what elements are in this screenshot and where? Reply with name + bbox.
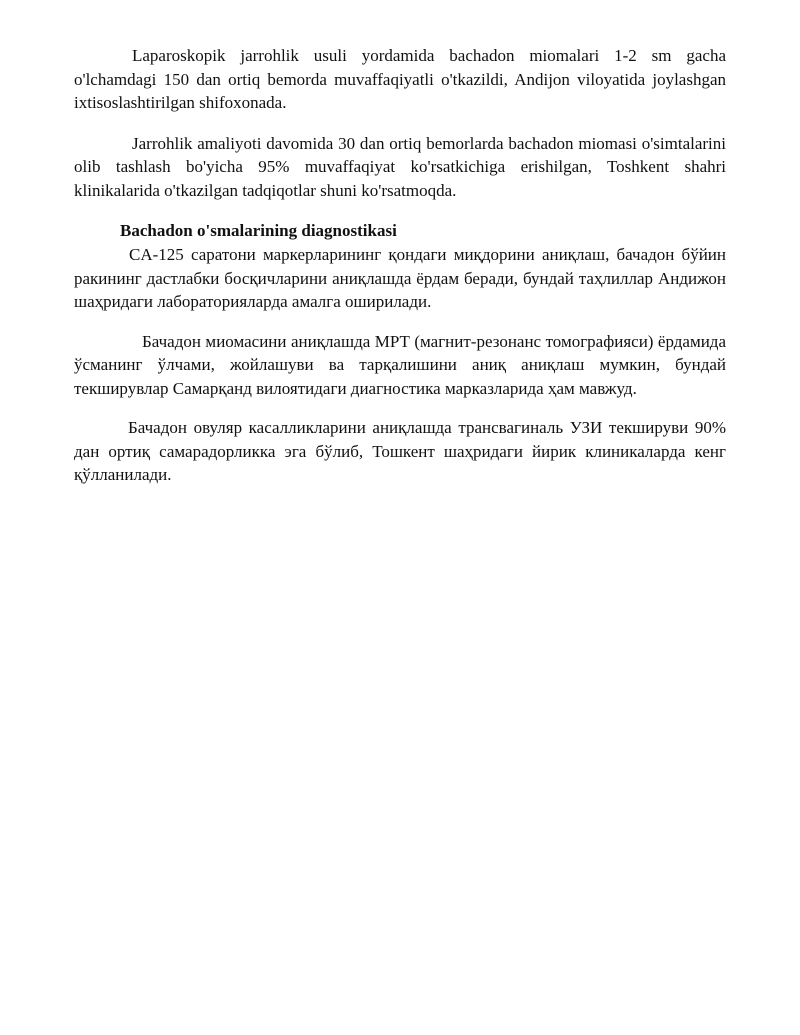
- paragraph-ca125: CA-125 саратони маркерларининг қондаги миқдорини аниқлаш, бачадон бўйин ракининг дастлабки босқичларини аниқлашда ёрдам беради, бундай таҳлиллар Андижон шаҳридаги лабораторияларда амалга оширилади.: [74, 245, 726, 311]
- section-heading-diagnostics: Bachadon o'smalarining diagnostikasi: [120, 221, 397, 240]
- document-body: [74, 44, 726, 487]
- paragraph-mri: Бачадон миомасини аниқлашда МРТ (магнит-резонанс томографияси) ёрдамида ўсманинг ўлчами, жойлашуви ва тарқалишини аниқ аниқлаш мумкин, бундай текширувлар Самарқанд вилоятидаги диагностика марказларида ҳам мавжуд.: [74, 331, 726, 398]
- paragraph-surgery-results: Jarrohlik amaliyoti davomida 30 dan ortiq bemorlarda bachadon miomasi o'simtalarini olib tashlash bo'yicha 95% muvaffaqiyat ko'rsatkichiga erishilgan, Toshkent shahri klinikalarida o'tkazilgan tadqiqotlar shuni ko'rsatmoqda.: [74, 133, 726, 200]
- paragraph-laparoscopy: Laparoskopik jarrohlik usuli yordamida bachadon miomalari 1-2 sm gacha o'lchamdagi 150 dan ortiq bemorda muvaffaqiyatli o'tkazildi, Andijon viloyatida joylashgan ixtisoslashtirilgan shifoxonada.: [74, 46, 726, 112]
- paragraph-ultrasound: Бачадон овуляр касалликларини аниқлашда трансвагиналь УЗИ текшируви 90% дан ортиқ самарадорликка эга бўлиб, Тошкент шаҳридаги йирик клиникаларда кенг қўлланилади.: [74, 418, 726, 484]
